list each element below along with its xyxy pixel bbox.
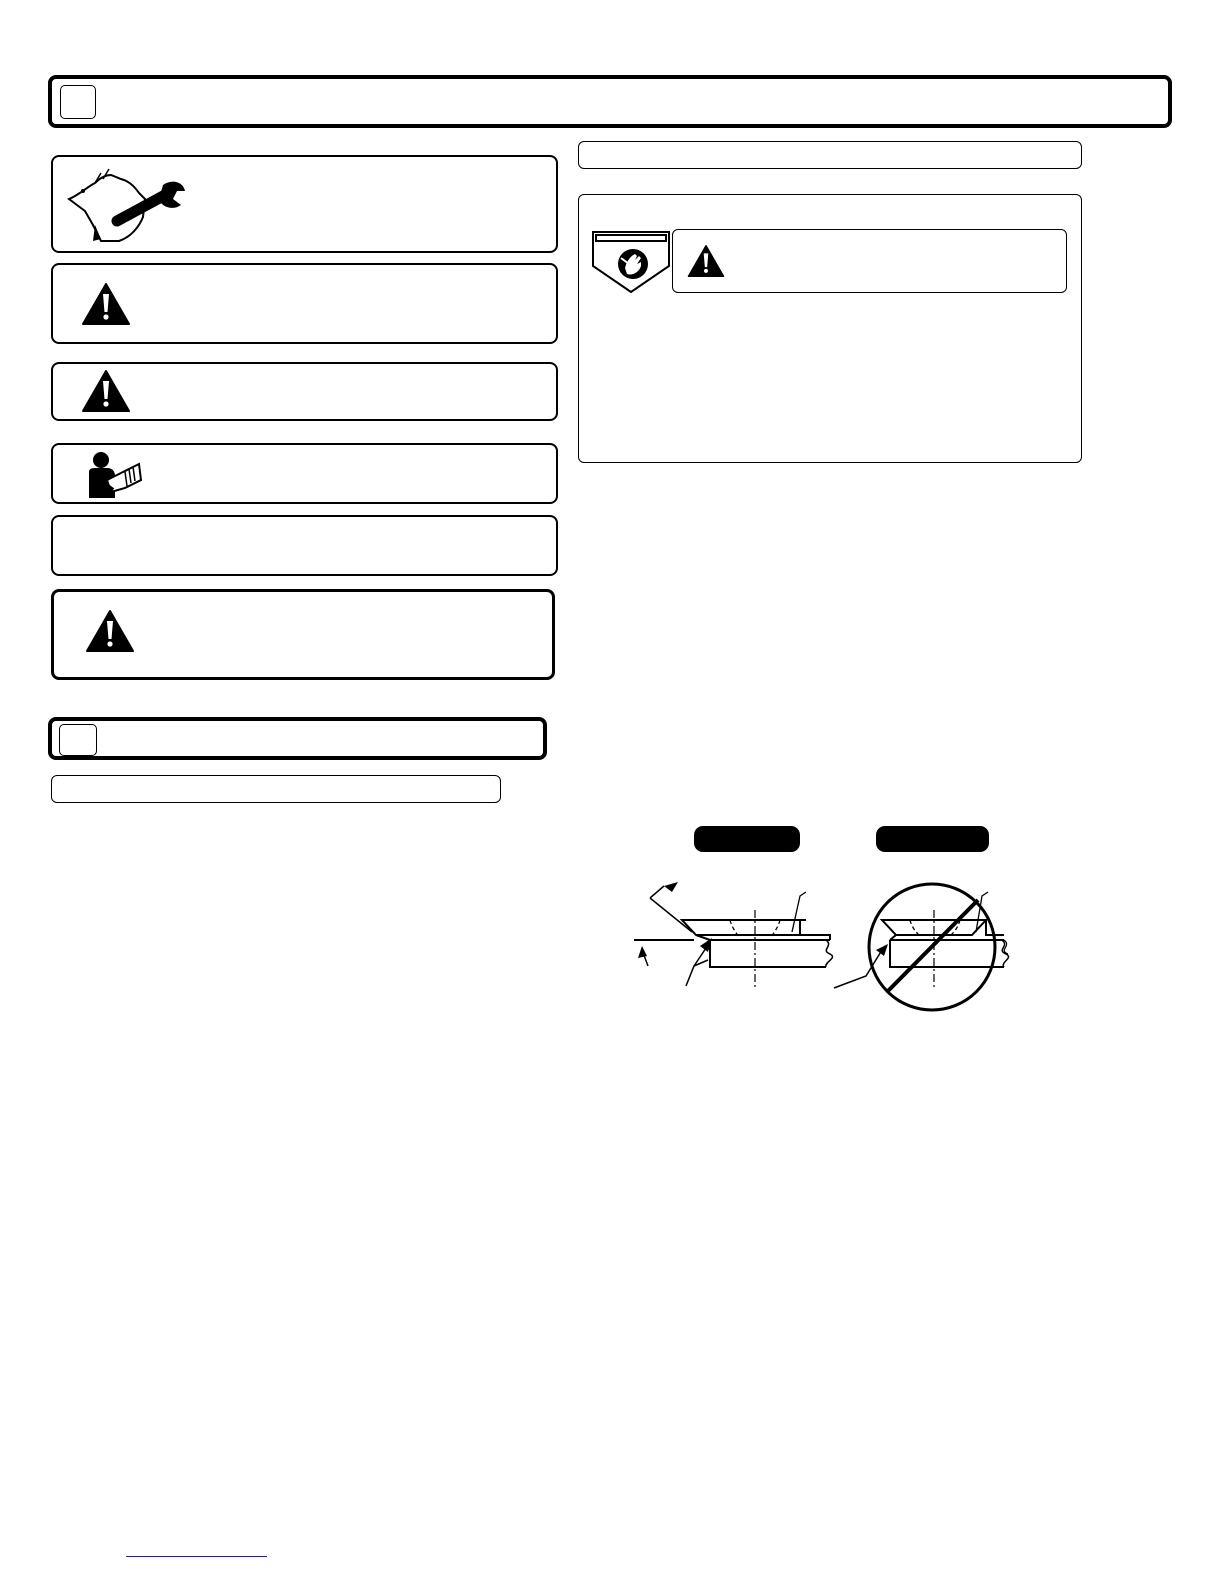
warning-triangle-icon [81, 282, 131, 326]
warning-triangle-icon [687, 244, 725, 278]
read-manual-notice-box [51, 443, 558, 504]
correct-label-pill [694, 826, 800, 852]
incorrect-label-pill [876, 826, 989, 852]
section-number-box [60, 85, 96, 119]
section-number-box-2 [59, 724, 97, 756]
right-subsection-title-bar [578, 141, 1082, 169]
hand-wrench-icon [65, 165, 190, 245]
person-reading-manual-icon [83, 450, 145, 500]
section-header-bar-2 [48, 717, 547, 760]
warning-triangle-icon [81, 369, 131, 413]
blade-installation-diagram [620, 870, 1040, 1015]
maintenance-notice-box [51, 155, 558, 253]
warning-notice-box-2 [51, 362, 558, 421]
footer-link-underline[interactable] [126, 1556, 267, 1557]
notice-box-blank [51, 515, 558, 576]
warning-triangle-icon [85, 609, 135, 653]
section-header-bar [48, 75, 1172, 128]
blade-flange-correct [682, 920, 800, 935]
subsection-title-bar [51, 775, 501, 803]
safety-label-panel [578, 194, 1082, 463]
hazard-warning-callout [672, 229, 1067, 293]
warning-notice-box-1 [51, 263, 558, 344]
warning-notice-box-3 [51, 589, 555, 680]
hand-hazard-label-icon [591, 230, 671, 294]
